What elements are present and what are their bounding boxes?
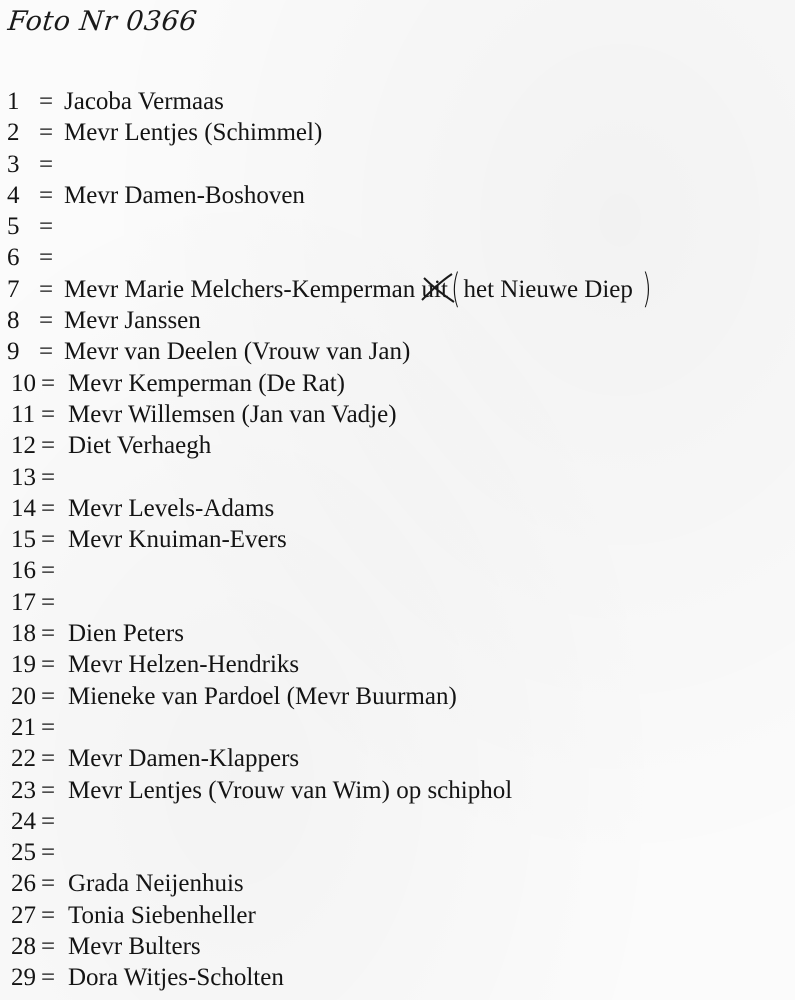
entry-name	[68, 399, 397, 430]
equals-sign: =	[39, 338, 54, 366]
photo-number-heading: Foto Nr 0366	[6, 6, 199, 37]
entry-name	[68, 962, 284, 993]
equals-sign: =	[41, 964, 56, 992]
entry-number: 26	[11, 870, 36, 898]
entry-name-text: Mevr Damen-Boshoven	[64, 181, 305, 209]
entry-name	[68, 430, 211, 461]
entry-name-text: Mevr Janssen	[64, 307, 201, 335]
entry-name	[64, 117, 322, 148]
entry-number: 8	[7, 307, 20, 335]
equals-sign: =	[41, 839, 56, 867]
entry-number: 16	[11, 557, 36, 585]
entry-name-text: Dien Peters	[68, 620, 184, 648]
entry-name-text: Mevr Knuiman-Evers	[68, 526, 287, 554]
equals-sign: =	[41, 933, 56, 961]
entry-number: 21	[11, 713, 36, 741]
entry-name	[68, 618, 184, 649]
entry-name-text: Mevr Marie Melchers-Kemperman	[64, 275, 416, 303]
entry-number: 24	[11, 807, 36, 835]
entry-name	[68, 681, 457, 712]
equals-sign: =	[39, 275, 54, 303]
equals-sign: =	[41, 463, 56, 491]
entry-name	[64, 86, 224, 117]
entry-number: 11	[11, 400, 36, 428]
entry-name-text: Jacoba Vermaas	[64, 88, 224, 115]
equals-sign: =	[41, 901, 56, 929]
close-paren-mark: )	[642, 265, 652, 312]
equals-sign: =	[41, 432, 56, 460]
entry-number: 2	[7, 119, 20, 147]
entry-number: 17	[11, 588, 36, 616]
entry-name-text: Mevr Lentjes (Schimmel)	[64, 119, 323, 147]
equals-sign: =	[41, 526, 56, 554]
entry-name	[64, 305, 201, 336]
entry-number: 1	[7, 88, 20, 115]
entry-name	[68, 868, 244, 899]
equals-sign: =	[41, 870, 56, 898]
entry-name	[68, 900, 256, 931]
entry-name-text: Mevr Kemperman (De Rat)	[68, 369, 345, 397]
struck-word-text: uit	[421, 275, 448, 303]
entry-number: 18	[11, 620, 36, 648]
entry-number: 20	[11, 682, 36, 710]
entry-name-text: Mevr Levels-Adams	[68, 494, 275, 522]
equals-sign: =	[41, 369, 56, 397]
entry-name	[68, 743, 299, 774]
entry-name-text: Dora Witjes-Scholten	[68, 964, 284, 992]
equals-sign: =	[41, 776, 56, 804]
equals-sign: =	[39, 181, 54, 209]
entry-name-text: Tonia Siebenheller	[68, 901, 256, 929]
entry-number: 22	[11, 745, 36, 773]
entry-name-text: Mevr Willemsen (Jan van Vadje)	[68, 400, 397, 428]
equals-sign: =	[41, 682, 56, 710]
equals-sign: =	[39, 150, 54, 178]
entry-name-text: Diet Verhaegh	[68, 432, 212, 460]
entry-number: 10	[11, 369, 36, 397]
entry-name-text: Mieneke van Pardoel (Mevr Buurman)	[68, 682, 457, 710]
entry-number: 3	[7, 150, 20, 178]
entry-number: 9	[7, 338, 20, 366]
entry-number: 14	[11, 494, 36, 522]
entry-name	[64, 265, 655, 312]
entry-name	[68, 775, 512, 806]
entry-number: 25	[11, 839, 36, 867]
entry-name	[68, 493, 274, 524]
entry-name	[68, 649, 299, 680]
open-paren-mark: (	[451, 265, 461, 312]
entry-name	[68, 931, 201, 962]
entry-name	[64, 336, 410, 367]
entry-number: 5	[7, 213, 20, 241]
entry-number: 19	[11, 651, 36, 679]
entry-name-text: Mevr Damen-Klappers	[68, 745, 300, 773]
equals-sign: =	[41, 745, 56, 773]
entry-number: 23	[11, 776, 36, 804]
entry-note: het Nieuwe Diep	[463, 275, 633, 303]
equals-sign: =	[41, 620, 56, 648]
entry-name	[68, 368, 345, 399]
entry-number: 12	[11, 432, 36, 460]
equals-sign: =	[41, 400, 56, 428]
entry-number: 28	[11, 933, 36, 961]
equals-sign: =	[39, 244, 54, 272]
equals-sign: =	[39, 88, 54, 115]
entry-number: 29	[11, 964, 36, 992]
equals-sign: =	[41, 588, 56, 616]
entry-name-text: Mevr Helzen-Hendriks	[68, 651, 300, 679]
equals-sign: =	[39, 213, 54, 241]
entry-name-text: Grada Neijenhuis	[68, 870, 244, 898]
entry-number: 6	[7, 244, 20, 272]
equals-sign: =	[41, 807, 56, 835]
equals-sign: =	[41, 494, 56, 522]
entry-number: 4	[7, 181, 20, 209]
entry-number: 15	[11, 526, 36, 554]
entry-number: 7	[7, 275, 20, 303]
entry-name	[68, 524, 287, 555]
equals-sign: =	[41, 651, 56, 679]
equals-sign: =	[41, 713, 56, 741]
equals-sign: =	[39, 307, 54, 335]
struck-word	[422, 274, 448, 305]
entry-name	[64, 180, 305, 211]
entry-name-text: Mevr Lentjes (Vrouw van Wim) op schiphol	[68, 776, 513, 804]
entry-name-text: Mevr Bulters	[68, 933, 201, 961]
equals-sign: =	[39, 119, 54, 147]
equals-sign: =	[41, 557, 56, 585]
entry-number: 13	[11, 463, 36, 491]
entry-number: 27	[11, 901, 36, 929]
entry-name-text: Mevr van Deelen (Vrouw van Jan)	[64, 338, 411, 366]
